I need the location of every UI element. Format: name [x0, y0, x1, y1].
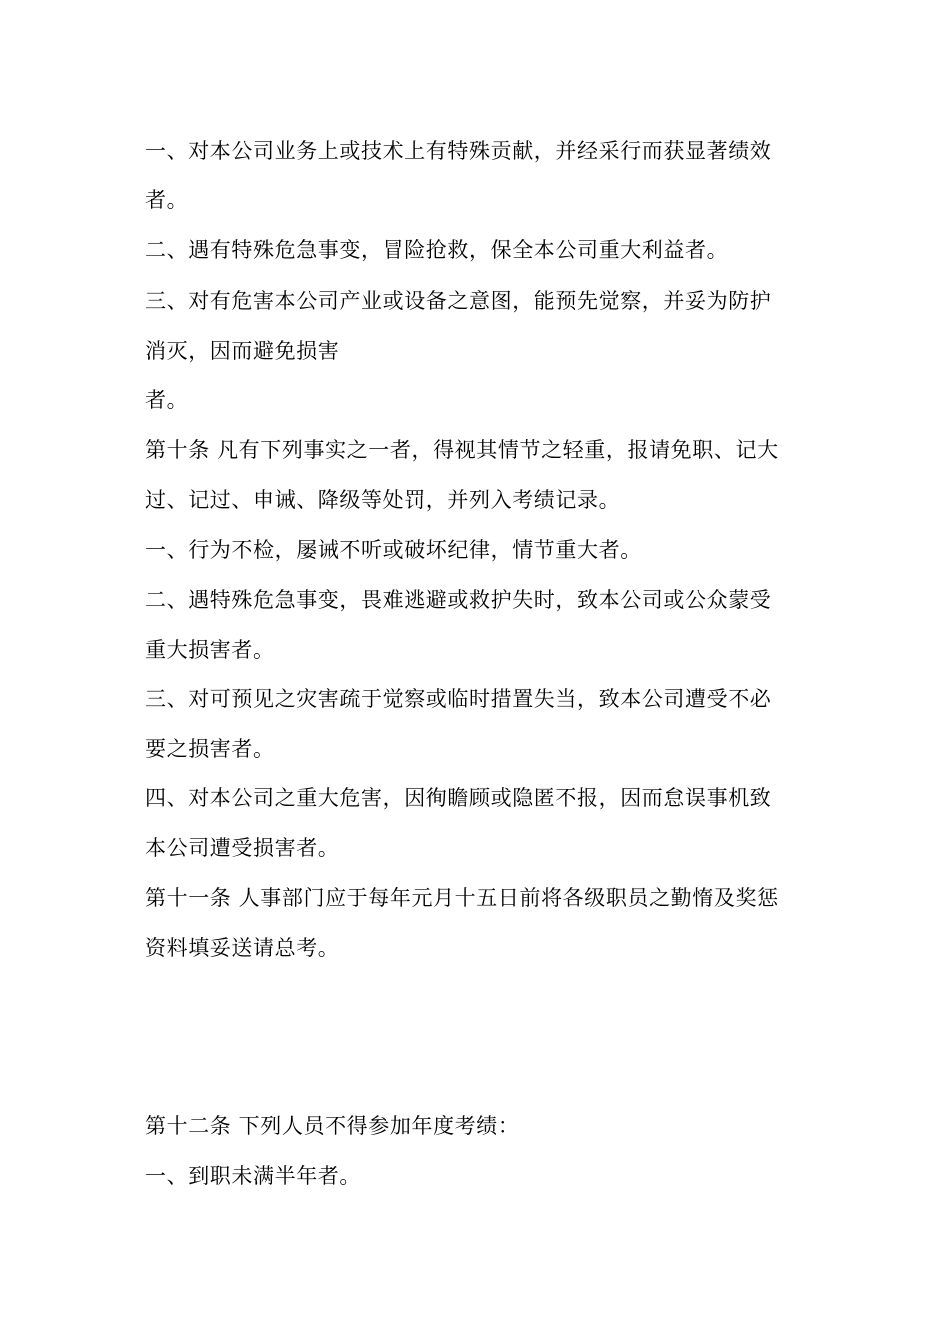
text-line: 二、遇有特殊危急事变，冒险抢救，保全本公司重大利益者。: [145, 238, 729, 262]
text-line: 四、对本公司之重大危害，因徇瞻顾或隐匿不报，因而怠误事机致: [145, 786, 772, 810]
text-line: 第十条 凡有下列事实之一者，得视其情节之轻重，报请免职、记大: [145, 438, 779, 462]
text-line: 一、对本公司业务上或技术上有特殊贡献，并经采行而获显著绩效: [145, 139, 772, 163]
text-line: 一、行为不检，屡诫不听或破坏纪律，情节重大者。: [145, 538, 642, 562]
text-line: 三、对有危害本公司产业或设备之意图，能预先觉察，并妥为防护: [145, 289, 772, 313]
text-line: 二、遇特殊危急事变，畏难逃避或救护失时，致本公司或公众蒙受: [145, 588, 772, 612]
text-line: 者。: [145, 388, 189, 412]
text-line: 第十一条 人事部门应于每年元月十五日前将各级职员之勤惰及奖惩: [145, 886, 779, 910]
text-line: 者。: [145, 188, 189, 212]
text-line: 三、对可预见之灾害疏于觉察或临时措置失当，致本公司遭受不必: [145, 687, 772, 711]
text-line: 过、记过、申诫、降级等处罚，并列入考绩记录。: [145, 488, 621, 512]
text-line: 本公司遭受损害者。: [145, 836, 340, 860]
text-line: 资料填妥送请总考。: [145, 936, 340, 960]
text-line: 重大损害者。: [145, 638, 275, 662]
text-line: 要之损害者。: [145, 737, 275, 761]
text-line: 第十二条 下列人员不得参加年度考绩：: [145, 1114, 520, 1138]
text-line: 一、到职未满半年者。: [145, 1164, 361, 1188]
text-line: 消灭，因而避免损害: [145, 339, 340, 363]
